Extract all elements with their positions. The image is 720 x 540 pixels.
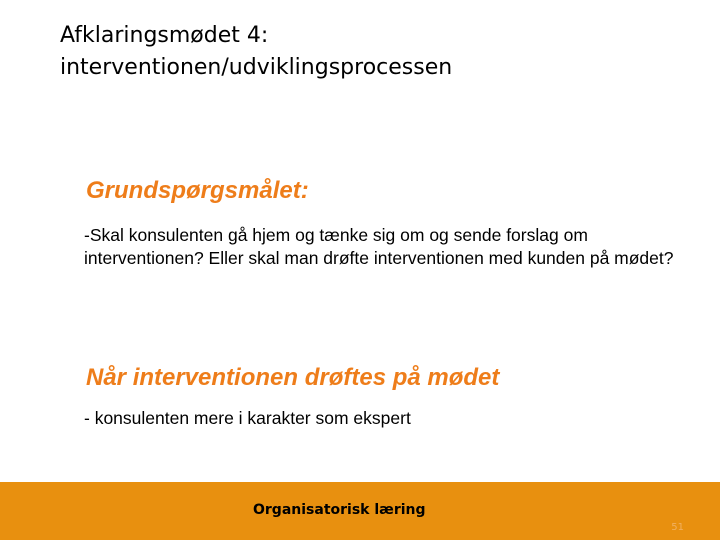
slide-title — [60, 20, 680, 84]
section-heading-naar-interventionen: Når interventionen drøftes på mødet — [86, 364, 500, 391]
page-number: 51 — [671, 522, 684, 533]
slide-title-line-1: Afklaringsmødet 4: — [60, 23, 269, 48]
section-text-naar-interventionen: - konsulenten mere i karakter som ekspert — [84, 408, 411, 428]
footer-label: Organisatorisk læring — [253, 502, 426, 518]
footer-bar — [0, 482, 720, 540]
slide-title-line-2: interventionen/udviklingsprocessen — [60, 55, 453, 80]
section-heading-grundspoergsmaalet: Grundspørgsmålet: — [86, 177, 309, 204]
section-text-grundspoergsmaalet: -Skal konsulenten gå hjem og tænke sig om og sende forslag om interventionen? Eller skal man drøfte interventionen med kunden på mødet? — [84, 225, 674, 268]
